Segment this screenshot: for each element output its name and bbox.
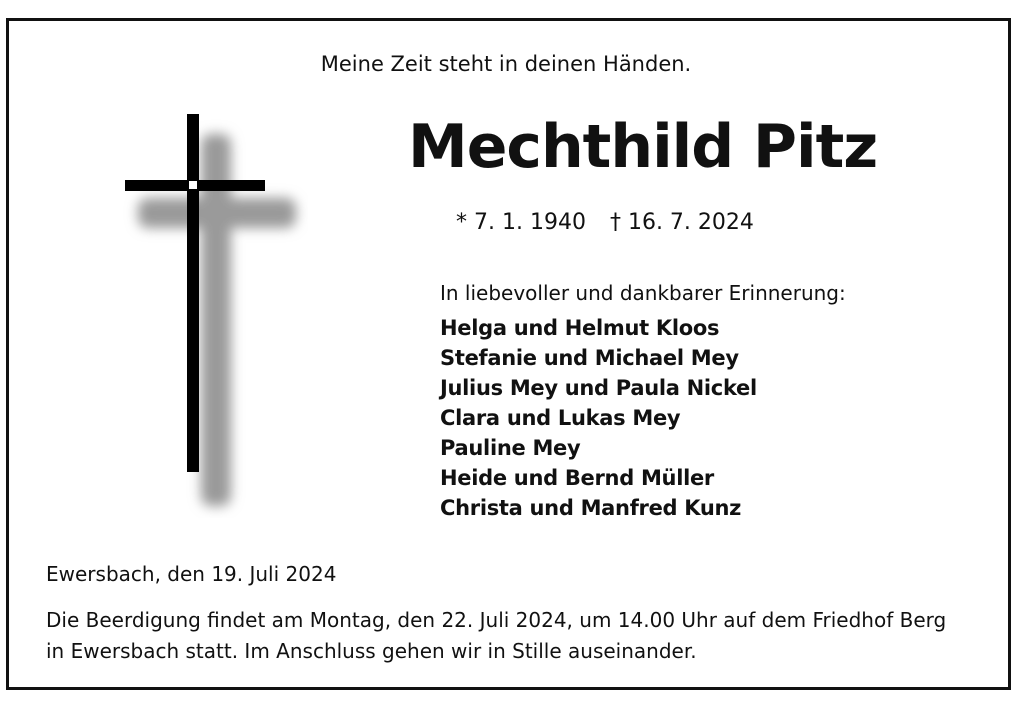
mourner-item: Stefanie und Michael Mey — [440, 346, 739, 370]
mourner-item: Julius Mey und Paula Nickel — [440, 376, 757, 400]
birth-date: * 7. 1. 1940 — [456, 210, 586, 235]
cross-center-highlight — [189, 181, 197, 189]
deceased-name: Mechthild Pitz — [408, 112, 878, 182]
mourner-item: Heide und Bernd Müller — [440, 466, 714, 490]
place-date: Ewersbach, den 19. Juli 2024 — [46, 562, 337, 586]
cross-shape — [125, 114, 265, 472]
mourner-item: Pauline Mey — [440, 436, 581, 460]
mourner-item: Clara und Lukas Mey — [440, 406, 681, 430]
memory-line: In liebevoller und dankbarer Erinnerung: — [440, 281, 846, 305]
mourner-item: Christa und Manfred Kunz — [440, 496, 742, 520]
life-dates — [456, 210, 754, 235]
funeral-notice: Die Beerdigung findet am Montag, den 22. Juli 2024, um 14.00 Uhr auf dem Friedhof Berg in Ewersbach statt. Im Anschluss gehen wir in Stille auseinander. — [46, 608, 947, 663]
motto: Meine Zeit steht in deinen Händen. — [320, 52, 692, 76]
mourners-list — [440, 313, 757, 523]
mourner-item: Helga und Helmut Kloos — [440, 316, 720, 340]
death-date: † 16. 7. 2024 — [609, 210, 754, 235]
cross-icon — [118, 108, 308, 518]
